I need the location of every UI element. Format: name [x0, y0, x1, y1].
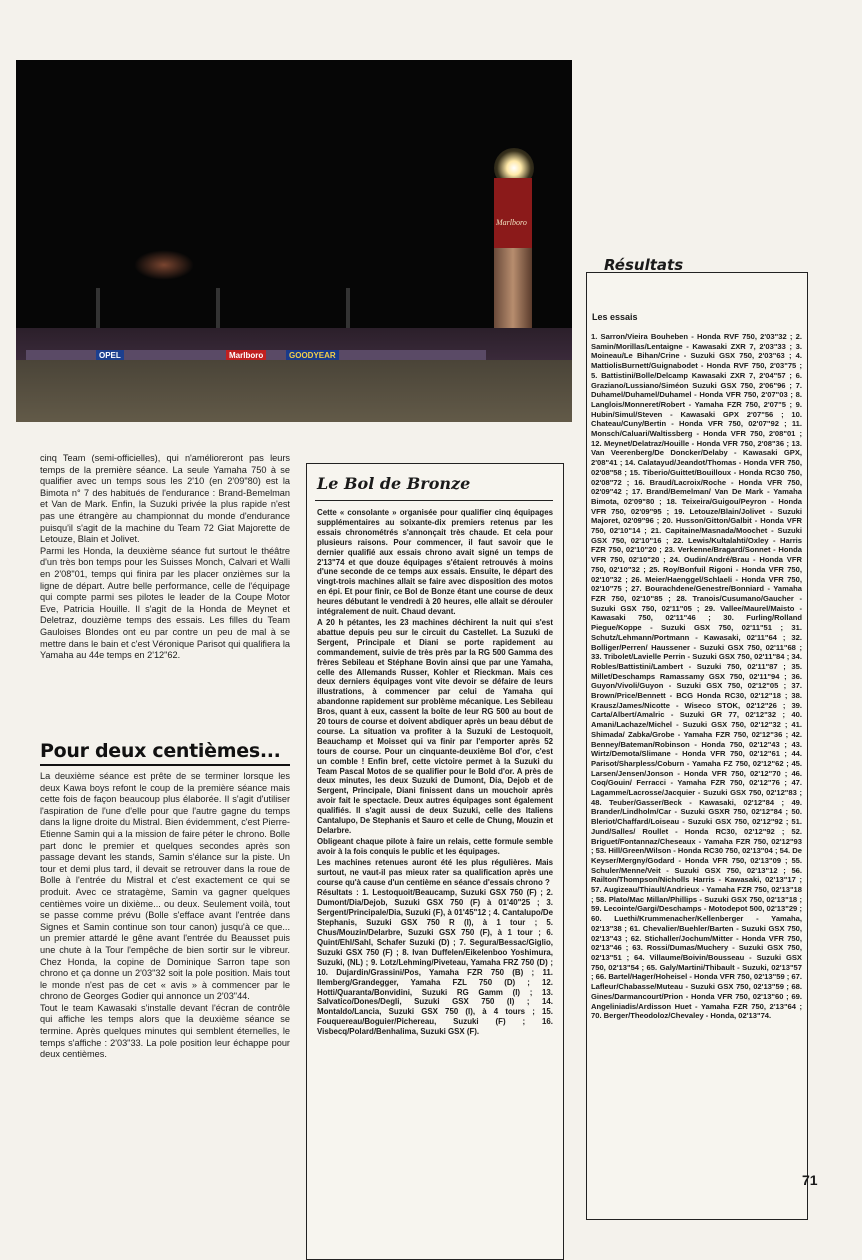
- box-paragraph: Les machines retenues auront été les plus régulières. Mais surtout, ne vaut-il pas mieux rater sa qualification après une course qu'à cause d'un centième en séance d'essais chrono ?: [317, 857, 553, 887]
- section-heading: Pour deux centièmes...: [40, 740, 281, 762]
- board-opel: OPEL: [96, 350, 124, 362]
- board-goodyear: GOODYEAR: [286, 350, 339, 362]
- intro-paragraph: Parmi les Honda, la deuxième séance fut surtout le théâtre d'un très bon temps pour les Suisses Monch, Calvari et Walli en 2'08"01, temps qui finira par les placer onzièmes sur la ligne de départ. Autre belle performance, celle de l'équipage qui compte parmi ses pilotes le leader de la Coupe Motor Eve, Patricia Houille. Il s'agit de la Honda de Meynet et Deletraz, douzième temps des essais. Les filles du Team Gauloises Blondes ont eu par contre un peu de mal à se mettre dans le bain et c'est Véronique Parisot qui qualifiera la Yamaha au 44e temps en 2'12"62.: [40, 545, 290, 661]
- article-centiemes: [40, 771, 290, 1061]
- article-intro: [40, 453, 290, 662]
- box-paragraph: Cette « consolante » organisée pour qualifier cinq équipages supplémentaires au soixante-dix premiers retenus par les essais chronométrés s'annonçait très chaude. Et cela pour plusieurs raisons. Pour commencer, il faut savoir que le dernier qualifié aux essais chrono avait signé un temps de 2'13"74 et que douze équipages s'étaient retrouvés à moins d'une seconde de ce temps aux essais. Ensuite, le départ des vingt-trois machines allait se faire avec disposition des motos en épi. Et pour finir, ce Bol de Bonze étant une course de deux heures débutant le vendredi à 20 heures, elle allait se dérouler intégralement de nuit. Chaud devant.: [317, 508, 553, 617]
- box-paragraph: Obligeant chaque pilote à faire un relais, cette formule semble avoir à la fois conquis le public et les équipages.: [317, 836, 553, 856]
- intro-paragraph: cinq Team (semi-officielles), qui n'amélioreront pas leurs temps de la première séance. La seule Yamaha 750 à se qualifier avec un temps sous les 2'10 (en 2'09"80) est la Bimota n° 7 des habitués de l'endurance : Brand-Bemelman et Van de Mark. Enfin, la Suzuki privée la plus rapide n'est pas une étrangère au championnat du monde d'endurance puisqu'il s'agit de la machine du Team 72 Giat Majorette de Letouze, Blain et Jolivet.: [40, 453, 290, 545]
- board-marlboro: Marlboro: [226, 350, 266, 362]
- box-body: [317, 508, 553, 1038]
- box-paragraph: A 20 h pétantes, les 23 machines déchirent la nuit qui s'est abattue depuis peu sur le circuit du Castellet. La Suzuki de Sergent, Principale et Diani se porte rapidement au commandement, suivie de très près par la RG 500 Gamma des frères Sebileau et Stéphane Bovin ainsi que par une Yamaha, celle des Allemands Russer, Kohler et Rieckman. Mais ces deux derniers équipages vont vite devoir se défaire de leurs illustrations, à commencer par celui de Yamaha qui abandonne rapidement sur problème mécanique. Les Sebileau Bros, quant à eux, cassent la boîte de leur RG 500 au bout de 20 tours de course et doivent abdiquer après un beau début de course. La situation va profiter à la Suzuki de Lestoquoit, Beauchamp et Moisset qui va finir par l'emporter après 52 tours de course. Pour un cinquante-deuxième Bol d'or, c'est un comble ! Enfin bref, cette victoire permet à la Suzuki du Team Pascal Motos de se qualifier pour le Bold d'or. A près de deux minutes, les deux Suzuki de Dumont, Dia, Dejob et de Sergent, Principale, Diani finissent dans un mouchoir après avoir fait le spectacle. Deux autres équipages sont également qualifiés. Il s'agit aussi de deux Suzuki, celle des Italiens Cantalupo, De Stephanis et Sauro et celle de Chung, Mouzin et Delarbre.: [317, 617, 553, 835]
- box-title: Le Bol de Bronze: [317, 474, 471, 493]
- tower-brand: Marlboro: [496, 218, 527, 227]
- title-rule: [315, 500, 553, 501]
- results-subheading: Les essais: [592, 312, 638, 322]
- heading-rule: [40, 764, 290, 766]
- box-results: Résultats : 1. Lestoquoit/Beaucamp, Suzuki GSX 750 (F) ; 2. Dumont/Dia/Dejob, Suzuki GSX 750 (F) à 01'40"25 ; 3. Sergent/Principale/Dia, Suzuki (F), à 01'45"12 ; 4. Cantalupo/De Stephanis, Suzuki GSX 750 R (I), à 1 tour ; 5. Chus/Mouzin/Delarbre, Suzuki GSX 750 (F), à 1 tour ; 6. Quint/Ehl/Sahl, Schafer Suzuki (D) ; 7. Segura/Bessac/Giglio, Suzuki GSX 750 (F) ; 8. Ivan Duffelen/Eikelenboo Yoshimura, Suzuki, (NL) ; 9. Lotz/Lehming/Piveteau, Yamaha FRZ 750 (D) ; 10. Dujardin/Grassini/Pos, Yamaha FZR 750 (B) ; 11. Ilemberg/Grandegger, Yamaha FZL 750 (D) ; 12. Hotti/Quaranta/Bonvidini, Suzuki RG Gamm (I) ; 13. Salvatico/Dones/Degli, Suzuki GSX 750 (I) ; 14. Montaldo/Lancia, Suzuki GSX 750 (I), à 4 tours ; 15. Fouquereau/Boguier/Pichereau, Suzuki (F) ; 16. Visbecq/Polard/Benhalima, Suzuki GSX (F).: [317, 888, 553, 1037]
- night-track-photo: [16, 60, 572, 422]
- track-surface: [16, 360, 572, 422]
- results-list: 1. Sarron/Vieira Bouheben - Honda RVF 750, 2'03"32 ; 2. Samin/Morillas/Lentaigne - Kawasaki ZXR 7, 2'03"33 ; 3. Moineau/Le Bihan/Crine - Suzuki GSX 750, 2'03"63 ; 4. MattiolisBurnett/Guignabodet - Honda RVF 750, 2'03"75 ; 5. Battistini/Bolle/Delcamp Kawasaki ZXR 7, 2'04"57 ; 6. Graziano/Lussiano/Siméon Suzuki GSX 750, 2'06"96 ; 7. Duhamel/Duhamel/Duhamel - Honda VFR 750, 2'07"03 ; 8. Langlois/Monneret/Robert - Yamaha FZR 750, 2'07"5 ; 9. Hubin/Simul/Steven - Kawasaki GPX 2'07"56 ; 10. Chateau/Cuny/Bertin - Honda VFR 750, 02'07"92 ; 11. Monsch/Caluari/Waltissberg - Honda VFR 750, 2'08"01 ; 12. Meynet/Delatraz/Houille - Honda VFR 750, 2'08"36 ; 13. Van Veerenberg/De Doncker/Delaby - Kawasaki GPX, 2'08"41 ; 14. Calatayud/Jeandot/Thomas - Honda VFR 750, 02'08"58 ; 15. Tiberio/Guittet/Bouilloux - Honda RC30 750, 02'08"72 ; 16. Braud/Lacroix/Roche - Honda VFR 750, 02'09"42 ; 17. Brand/Bemelman/ Van De Mark - Yamaha Bimota, 02'09"80 ; 18. Teixeira/Guigou/Peyron - Honda VFR 750, 02'09"95 ; 19. Letouze/Blain/Jolivet - Suzuki Majoret, 02'09"96 ; 20. Husson/Gitton/Galbit - Honda VFR 750, 02'10"14 ; 21. Capitaine/Masnada/Moochet - Suzuki GSX 750, 02'10"16 ; 22. Lewis/Kultalahti/Oxley - Harris FZR 750, 02'10"20 ; 23. Verkenne/Bragard/Sonnet - Honda VFR 750, 02'10"20 ; 24. Oudin/André/Brau - Honda VFR 750, 02'10"32 ; 25. Roy/Bonfuil Rigoni - Honda VFR 750, 02'10"32 ; 26. Meier/Haenggel/Schlaeli - Honda VFR 750, 02'10"75 ; 27. Bourachdene/Genestre/Bonniard - Yamaha FZR 750, 02'10"85 ; 28. Tranois/Cusumano/Gaucher - Suzuki GSX 750, 02'11"05 ; 29. Vallee/Maurel/Maisto - Kawasaki 750, 02'11"46 ; 30. Furling/Rolland Piegue/Koppe - Suzuki GSX 750, 02'11"51 ; 31. Schutz/Lehmann/Portmann - Kawasaki, 02'11"64 ; 32. Bolliger/Perren/ Haussener - Suzuki GSX 750, 02'11"68 ; 33. Tribolet/Lavielle Perrin - Suzuki GSX 750, 02'11"84 ; 34. Robles/Battistini/Lambert - Suzuki 750, 02'11"87 ; 35. Millet/Deschamps Ramassamy GSX 750, 02'11"94 ; 36. Guyon/Vivoli/Guyon - Suzuki GSX 750, 02'12"05 ; 37. Brown/Price/Bennett - BCG Honda RC30, 02'12"18 ; 38. Krausz/James/Nicotte - Wiseco STOK, 02'12"26 ; 39. Carta/Albert/Amalric - Suzuki GR 77, 02'12"32 ; 40. Amani/Lachaze/Michel - Suzuki GSX 750, 02'12"32 ; 41. Shimada/ Zabka/Grobe - Yamaha FZR 750, 02'12"36 ; 42. Benney/Bateman/Robinson - Honda 750, 02'12"43 ; 43. Wirtz/Demota/Slimane - Honda VFR 750, 02'12"61 ; 44. Parisot/Sharpless/Coburn - Yamaha FZ 750, 02'12"62 ; 45. Larsen/Jensen/Jonson - Honda VFR 750, 02'12"70 ; 46. Coq/Gouin/ Ferracci - Yamaha FZR 750, 02'12"76 ; 47. Lagamme/Lacrosse/Jacquier - Suzuki GSX 750, 02'12"83 ; 48. Teuber/Gasser/Beck - Kawasaki, 02'12"84 ; 49. Brander/Lindholm/Car - Suzuki GSXR 750, 02'12"84 ; 50. Bleriot/Chaffard/Loiseau - Suzuki GSX 750, 02'12"92 ; 51. Jund/Salles/ Roullet - Honda RC30, 02'12"92 ; 52. Briguet/Fontannaz/Cheseaux - Yamaha FZR 750, 02'12"93 ; 53. Hill/Green/Wilson - Honda RC30 750, 02'13"04 ; 54. De Keyser/Mergny/Godard - Honda VFR 750, 02'13"09 ; 55. Schuler/Menne/Veit - Suzuki GSX 750, 02'13"12 ; 56. Railton/Thompson/Nicholls Harris - Kawasaki, 02'13"17 ; 57. Augizeau/Thiault/Andrieux - Yamaha FZR 750, 02'13"18 ; 58. Plato/Mac Millan/Phillips - Suzuki GSX 750, 02'13"18 ; 59. Lecointe/Gargi/Deschamps - Motodepot 500, 02'13"29 ; 60. Luethi/Krummenacher/Kellenberger - Yamaha, 02'13"38 ; 61. Chevalier/Buehler/Barten - Suzuki GSX 750, 02'13"43 ; 62. Stichaller/Jochum/Mitter - Honda VFR 750, 02'13"46 ; 63. Rossi/Dumas/Muchery - Suzuki GSX 750, 02'13"51 ; 64. Villaume/Boivin/Bousseau - Suzuki GSX 750, 02'13"54 ; 65. Galy/Martini/Thibault - Suzuki, 02'13"57 ; 66. Bartel/Hager/Hoheisel - Honda VFR 750, 02'13"59 ; 67. Lafleur/Chabasse/Muteau - Suzuki GSX 750, 02'13"59 ; 68. Gines/Darmancourt/Prion - Honda VFR 750, 02'13"60 ; 69. Angeliniadis/Ardisson Huet - Yamaha FZR 750, 2'13"64 ; 70. Berger/Theodoloz/Chevaley - Honda, 02'13"74.: [591, 332, 802, 1021]
- body-paragraph: La deuxième séance est prête de se terminer lorsque les deux Kawa boys refont le coup de la première séance mais cette fois de façon beaucoup plus élaborée. Il s'agit d'utiliser l'aspiration de l'une d'elle pour que l'autre gagne du temps dans la ligne droite du Mistral. Bien évidemment, c'est Pierre-Etienne Samin qui a la mission de faire péter le chrono. Bolle part donc le premier et quelques secondes après son passage devant les stands, Samin s'élance sur la piste. Un tour et demi plus tard, il devait se retrouver dans la roue de Bolle à l'entrée du Mistral et c'est exactement ce qui se produit. Avec ce stratagème, Samin va gagner quelques centièmes voire un dixième... ou deux. Seulement voilà, tout se passe comme prévu (Bolle s'efface avant l'entrée dans Signes et Samin continue son tour canon) jusqu'à ce que... un premier attardé le gêne avant l'entrée du Beausset puis une chute à la Tour l'empêche de bien sortir sur le vibreur. Chez Honda, la copine de Dominique Sarron tape son chrono et ça donne un 2'03"32 soit la pole position. Mais tout le monde n'est pas de cet « avis » à commencer par le chrono de Georges Godier qui annonce un 2'03"44.: [40, 771, 290, 1002]
- page-number: 71: [802, 1172, 818, 1188]
- results-heading: Résultats: [604, 256, 684, 274]
- bol-de-bronze-box: [306, 463, 564, 1260]
- body-paragraph: Tout le team Kawasaki s'installe devant l'écran de contrôle qui affiche les temps alors que la deuxième séance se termine. Après quelques minutes qui semblent éternelles, le temps s'affiche : 2'03"33. La pole position leur échappe pour deux centièmes.: [40, 1002, 290, 1060]
- motion-blur: [134, 250, 194, 280]
